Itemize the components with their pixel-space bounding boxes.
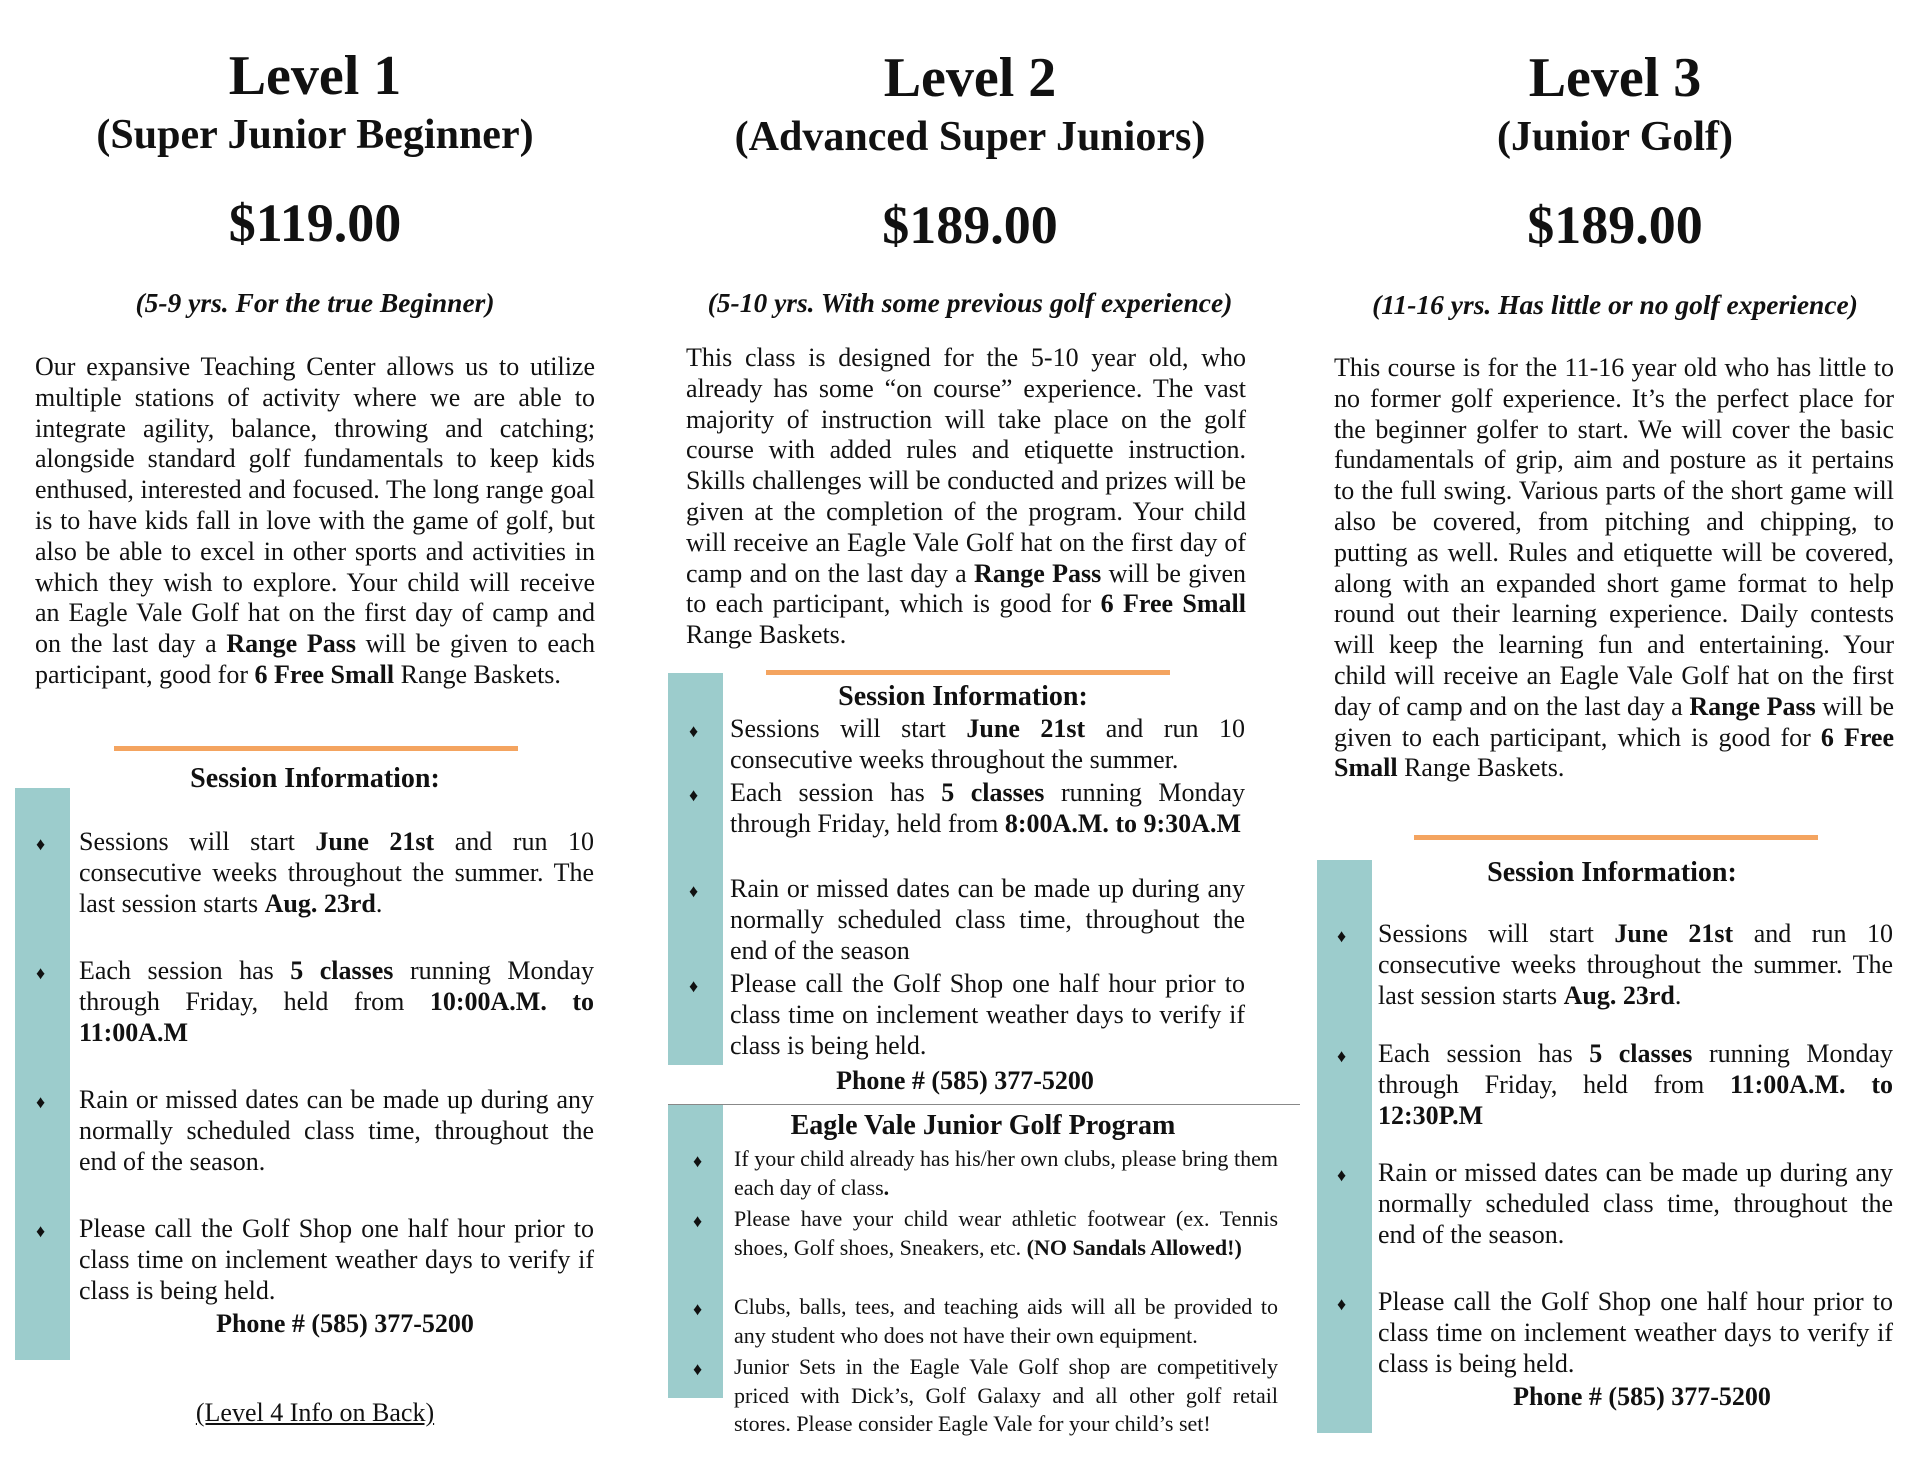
bullet-diamond-icon: ♦ (1337, 926, 1347, 946)
bullet-diamond-icon: ♦ (693, 1299, 703, 1319)
bullet-diamond-icon: ♦ (689, 976, 699, 996)
level2-divider (766, 670, 1170, 675)
program-heading: Eagle Vale Junior Golf Program (790, 1110, 1176, 1141)
bullet-diamond-icon: ♦ (693, 1211, 703, 1231)
level3-divider (1414, 835, 1818, 840)
bullet-diamond-icon: ♦ (693, 1359, 703, 1379)
level2-session-heading: Session Information: (838, 681, 1088, 712)
level2-price: $189.00 (882, 195, 1058, 255)
level1-age-range: (5-9 yrs. For the true Beginner) (135, 287, 495, 318)
level3-age-range: (11-16 yrs. Has little or no golf experience) (1372, 289, 1858, 320)
level3-description: This course is for the 11-16 year old who has little to no former golf experience. It’s the perfect place for the beginner golfer to start. We will cover the basic fundamentals of grip, aim and posture as it pertains to the full swing. Various parts of the short game will also be covered, from pitching and chipping, to putting as well. Rules and etiquette will be covered, along with an expanded short game format to help round out their learning experience. Daily contests will keep the learning fun and entertaining. Your child will receive an Eagle Vale Golf hat on the first day of camp and on the last day a Range Pass will be given to each participant, which is good for 6 Free Small Range Baskets. (1334, 353, 1894, 783)
bullet-diamond-icon: ♦ (689, 785, 699, 805)
level1-subtitle: (Super Junior Beginner) (96, 112, 534, 158)
bullet-diamond-icon: ♦ (693, 1151, 703, 1171)
level1-price: $119.00 (228, 193, 402, 253)
bullet-diamond-icon: ♦ (1337, 1294, 1347, 1314)
bullet-diamond-icon: ♦ (689, 881, 699, 901)
level3-rain-policy: Rain or missed dates can be made up during any normally scheduled class time, throughout the end of the season. (1378, 1158, 1893, 1249)
level1-session-schedule: Each session has 5 classes running Monday through Friday, held from 10:00A.M. to 11:00A.M (79, 956, 594, 1047)
level3-phone: Phone # (585) 377-5200 (1513, 1382, 1771, 1411)
level1-weather-policy: Please call the Golf Shop one half hour prior to class time on inclement weather days to verify if class is being held. (79, 1214, 594, 1305)
bullet-diamond-icon: ♦ (689, 721, 699, 741)
program-equipment: Clubs, balls, tees, and teaching aids will all be provided to any student who does not have their own equipment. (734, 1294, 1278, 1348)
level2-description: This class is designed for the 5-10 year old, who already has some “on course” experience. The vast majority of instruction will take place on the golf course with added rules and etiquette instruction. Skills challenges will be conducted and prizes will be given at the completion of the program. Your child will receive an Eagle Vale Golf hat on the first day of camp and on the last day a Range Pass will be given to each participant, which is good for 6 Free Small Range Baskets. (686, 343, 1246, 650)
program-footwear: Please have your child wear athletic footwear (ex. Tennis shoes, Golf shoes, Sneakers, etc. (NO Sandals Allowed!) (734, 1206, 1278, 1260)
level1-phone: Phone # (585) 377-5200 (216, 1309, 474, 1338)
level1-title: Level 1 (228, 45, 402, 107)
level2-session-start: Sessions will start June 21st and run 10 consecutive weeks throughout the summer. (730, 714, 1245, 774)
program-divider-line (668, 1104, 1300, 1105)
level3-session-heading: Session Information: (1487, 857, 1737, 888)
bullet-diamond-icon: ♦ (36, 1221, 46, 1241)
level2-rain-policy: Rain or missed dates can be made up during any normally scheduled class time, throughout the end of the season (730, 874, 1245, 965)
level1-teal-bar (15, 788, 70, 1360)
level1-description: Our expansive Teaching Center allows us to utilize multiple stations of activity where we are able to integrate agility, balance, throwing and catching; alongside standard golf fundamentals to keep kids enthused, interested and focused. The long range goal is to have kids fall in love with the game of golf, but also be able to excel in other sports and activities in which they wish to explore. Your child will receive an Eagle Vale Golf hat on the first day of camp and on the last day a Range Pass will be given to each participant, good for 6 Free Small Range Baskets. (35, 352, 595, 689)
level4-info-link[interactable]: (Level 4 Info on Back) (195, 1398, 435, 1427)
bullet-diamond-icon: ♦ (1337, 1165, 1347, 1185)
program-junior-sets: Junior Sets in the Eagle Vale Golf shop are competitively priced with Dick’s, Golf Galaxy and all other golf retail stores. Please consider Eagle Vale for your child’s set! (734, 1354, 1278, 1436)
level2-age-range: (5-10 yrs. With some previous golf experience) (707, 287, 1233, 318)
bullet-diamond-icon: ♦ (1337, 1046, 1347, 1066)
level3-session-start: Sessions will start June 21st and run 10 consecutive weeks throughout the summer. The last session starts Aug. 23rd. (1378, 919, 1893, 1010)
program-own-clubs: If your child already has his/her own clubs, please bring them each day of class. (734, 1146, 1278, 1200)
bullet-diamond-icon: ♦ (36, 963, 46, 983)
level2-phone: Phone # (585) 377-5200 (836, 1066, 1094, 1095)
level1-rain-policy: Rain or missed dates can be made up during any normally scheduled class time, throughout the end of the season. (79, 1085, 594, 1176)
bullet-diamond-icon: ♦ (36, 1092, 46, 1112)
bullet-diamond-icon: ♦ (36, 834, 46, 854)
level3-subtitle: (Junior Golf) (1496, 114, 1734, 160)
level3-session-schedule: Each session has 5 classes running Monday through Friday, held from 11:00A.M. to 12:30P.M (1378, 1039, 1893, 1130)
level2-session-schedule: Each session has 5 classes running Monday through Friday, held from 8:00A.M. to 9:30A.M (730, 778, 1245, 838)
level1-session-start: Sessions will start June 21st and run 10 consecutive weeks throughout the summer. The last session starts Aug. 23rd. (79, 827, 594, 918)
level2-subtitle: (Advanced Super Juniors) (734, 114, 1206, 160)
level2-title: Level 2 (883, 47, 1057, 109)
level2-weather-policy: Please call the Golf Shop one half hour prior to class time on inclement weather days to verify if class is being held. (730, 969, 1245, 1060)
level3-price: $189.00 (1527, 195, 1703, 255)
level1-divider (114, 746, 518, 751)
level3-weather-policy: Please call the Golf Shop one half hour prior to class time on inclement weather days to verify if class is being held. (1378, 1287, 1893, 1378)
level1-session-heading: Session Information: (190, 763, 440, 794)
level3-title: Level 3 (1528, 47, 1702, 109)
